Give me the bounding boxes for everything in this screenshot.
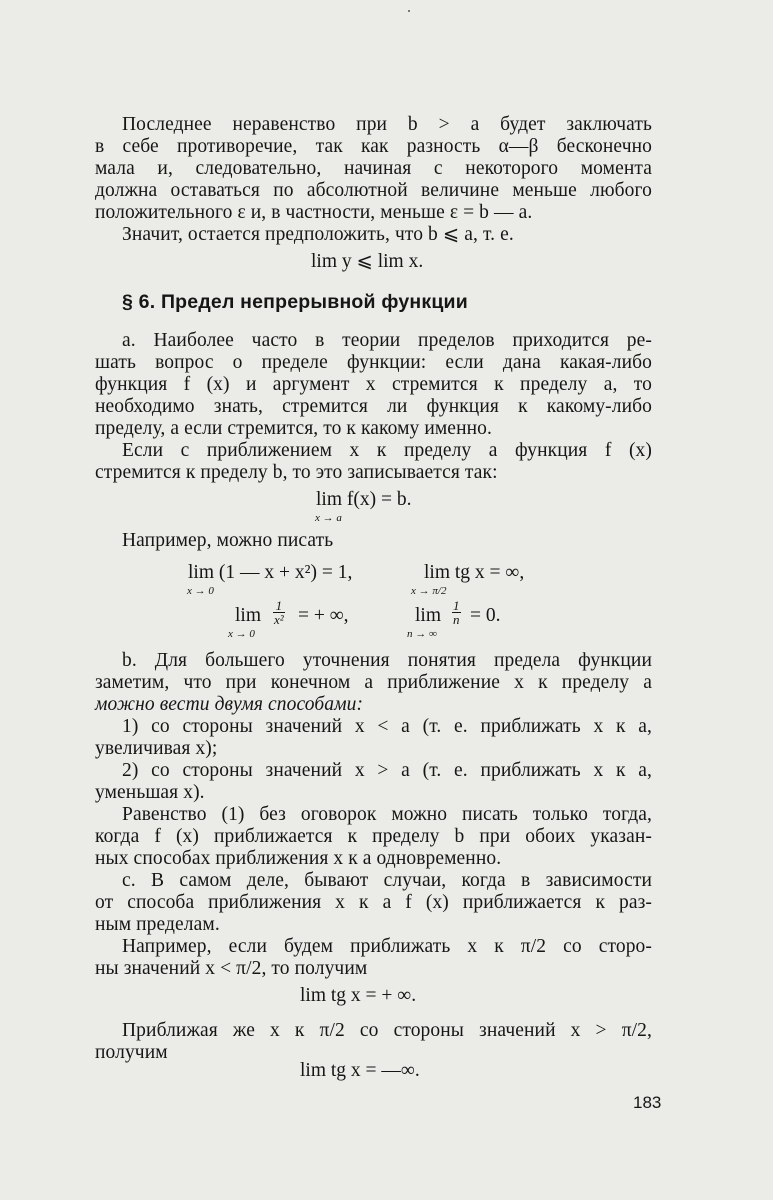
limit-subscript: x → a	[315, 512, 342, 524]
list-item-line: увеличивая x);	[95, 738, 218, 759]
text-line: пределу, а если стремится, то к какому именно.	[95, 418, 492, 439]
fraction	[452, 599, 461, 626]
tangent-limit-minus-formula: lim tg x = —∞.	[300, 1060, 420, 1081]
list-item-line: 1) со стороны значений x < a (т. е. приближать x к a,	[122, 716, 652, 737]
text-line: a. Наиболее часто в теории пределов приходится ре-	[122, 330, 652, 351]
text-line: ны значений x < π/2, то получим	[95, 958, 368, 979]
section-heading: § 6. Предел непрерывной функции	[122, 291, 468, 313]
fraction-numerator: 1	[273, 599, 285, 613]
limit-definition-formula: lim f(x) = b.	[316, 489, 412, 510]
example-formula: lim (1 — x + x²) = 1,	[188, 562, 353, 583]
limit-subscript: x → π/2	[411, 585, 447, 597]
text-line: функция f (x) и аргумент x стремится к пределу a, то	[95, 374, 652, 395]
text-line: Например, если будем приближать x к π/2 со сторо-	[122, 936, 652, 957]
text-line: необходимо знать, стремится ли функция к какому-либо	[95, 396, 652, 417]
text-line: в себе противоречие, так как разность α—β бесконечно	[95, 136, 652, 157]
limit-subscript: n → ∞	[407, 628, 437, 640]
text-line: Например, можно писать	[122, 530, 334, 551]
limit-subscript: x → 0	[228, 628, 255, 640]
text-line: Если с приближением x к пределу a функция f (x)	[122, 440, 652, 461]
tangent-limit-plus-formula: lim tg x = + ∞.	[300, 985, 417, 1006]
text-line: заметим, что при конечном a приближение x к пределу a	[95, 672, 652, 693]
text-line: ных способах приближения x к a одновременно.	[95, 848, 502, 869]
example-formula-rest: = 0.	[470, 605, 501, 626]
text-line: ным пределам.	[95, 914, 220, 935]
text-line: Равенство (1) без оговорок можно писать только тогда,	[122, 804, 652, 825]
list-item-line: уменьшая x).	[95, 782, 205, 803]
list-item-line: 2) со стороны значений x > a (т. е. приближать x к a,	[122, 760, 652, 781]
text-line: Значит, остается предположить, что b ⩽ a, т. е.	[122, 224, 514, 245]
text-line: от способа приближения x к a f (x) приближается к раз-	[95, 892, 652, 913]
example-formula-rest: = + ∞,	[298, 605, 349, 626]
text-line: стремится к пределу b, то это записывается так:	[95, 462, 498, 483]
fraction-numerator: 1	[453, 598, 460, 613]
text-line: должна оставаться по абсолютной величине меньше любого	[95, 180, 652, 201]
text-line: когда f (x) приближается к пределу b при обоих указан-	[95, 826, 652, 847]
text-line: получим	[95, 1042, 168, 1063]
text-line: c. В самом деле, бывают случаи, когда в зависимости	[122, 870, 652, 891]
fraction	[273, 599, 285, 626]
example-formula-lim: lim	[415, 605, 442, 626]
text-line: Приближая же x к π/2 со стороны значений x > π/2,	[122, 1020, 652, 1041]
fraction-denominator: x²	[274, 612, 284, 627]
example-formula: lim tg x = ∞,	[424, 562, 525, 583]
inequality-formula: lim y ⩽ lim x.	[311, 251, 424, 272]
fraction-denominator: n	[453, 612, 460, 627]
text-line: b. Для большего уточнения понятия предела функции	[122, 650, 652, 671]
text-line: шать вопрос о пределе функции: если дана какая-либо	[95, 352, 652, 373]
example-formula-lim: lim	[235, 605, 262, 626]
text-line: можно вести двумя способами:	[95, 694, 364, 715]
page-number: 183	[633, 1093, 662, 1112]
text-line: положительного ε и, в частности, меньше ε = b — a.	[95, 202, 533, 223]
text-line: Последнее неравенство при b > a будет заключать	[122, 114, 652, 135]
text-line: мала и, следовательно, начиная с некоторого момента	[95, 158, 652, 179]
limit-subscript: x → 0	[187, 585, 214, 597]
print-speck	[408, 10, 410, 12]
